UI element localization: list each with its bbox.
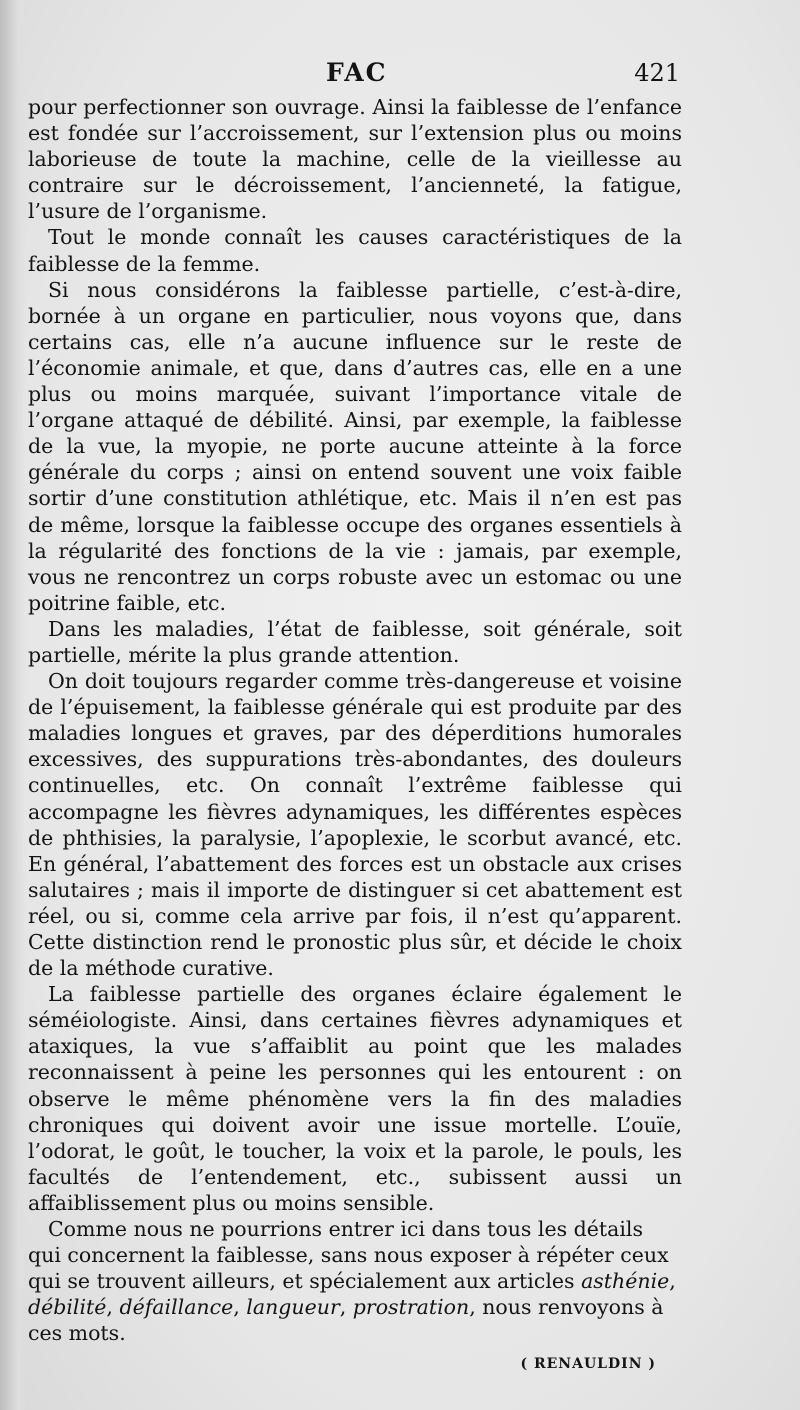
separator: , — [669, 1269, 676, 1294]
cross-reference: asthénie — [581, 1269, 670, 1294]
closing-tail: , nous renvoyons à ces mots. — [28, 1295, 664, 1346]
signature-line — [28, 1347, 682, 1377]
cross-reference: langueur — [246, 1295, 340, 1320]
binding-gutter — [0, 0, 26, 1410]
paragraph: On doit toujours regarder comme très-dangereuse et voisine de l’épuisement, la faiblesse générale qui est produite par des maladies longues et graves, par des déperditions humorales excessives, des suppurations très-abondantes, des douleurs continuelles, etc. On connaît l’extrême faiblesse qui accompagne les fièvres adynamiques, les différentes espèces de phthisies, la paralysie, l’apoplexie, le scorbut avancé, etc. En général, l’abattement des forces est un obstacle aux crises salutaires ; mais il importe de distinguer si cet abattement est réel, ou si, comme cela arrive par fois, il n’est qu’apparent. Cette distinction rend le pronostic plus sûr, et décide le choix de la méthode curative. — [28, 669, 682, 981]
paragraph: Dans les maladies, l’état de faiblesse, soit générale, soit partielle, mérite la plus grande attention. — [28, 616, 682, 667]
cross-reference: prostration — [352, 1295, 470, 1320]
paragraph: La faiblesse partielle des organes éclaire également le séméiologiste. Ainsi, dans certaines fièvres adynamiques et ataxiques, la vue s’affaiblit au point que les malades reconnaissent à peine les personnes qui les entourent : on observe le même phénomène vers la fin des maladies chroniques qui doivent avoir une issue mortelle. L’ouïe, l’odorat, le goût, le toucher, la voix et la parole, le pouls, les facultés de l’entendement, etc., subissent aussi un affaiblissement plus ou moins sensible. — [28, 982, 682, 1215]
paragraph: Tout le monde connaît les causes caractéristiques de la faiblesse de la femme. — [28, 225, 682, 276]
cross-reference: débilité — [28, 1295, 107, 1320]
separator: , — [233, 1295, 247, 1320]
cross-reference: défaillance — [119, 1295, 234, 1320]
separator: , — [106, 1295, 120, 1320]
separator: , — [339, 1295, 353, 1320]
closing-paragraph — [28, 1216, 682, 1346]
paragraph: pour perfectionner son ouvrage. Ainsi la faiblesse de l’enfance est fondée sur l’accroissement, sur l’extension plus ou moins laborieuse de toute la machine, celle de la vieillesse au contraire sur le décroissement, l’ancienneté, la fatigue, l’usure de l’organisme. — [28, 95, 682, 224]
closing-text: Comme nous ne pourrions entrer ici dans tous les détails qui concernent la faiblesse, sans nous exposer à répéter ceux qui se trouvent ailleurs, et spécialement aux articles — [28, 1217, 669, 1294]
page-header — [28, 58, 684, 92]
article-body — [28, 94, 682, 1377]
paragraph: Si nous considérons la faiblesse partielle, c’est-à-dire, bornée à un organe en particulier, nous voyons que, dans certains cas, elle n’a aucune influence sur le reste de l’économie animale, et que, dans d’autres cas, elle en a une plus ou moins marquée, suivant l’importance vitale de l’organe attaqué de débilité. Ainsi, par exemple, la faiblesse de la vue, la myopie, ne porte aucune atteinte à la force générale du corps ; ainsi on entend souvent une voix faible sortir d’une constitution athlétique, etc. Mais il n’en est pas de même, lorsque la faiblesse occupe des organes essentiels à la régularité des fonctions de la vie : jamais, par exemple, vous ne rencontrez un corps robuste avec un estomac ou une poitrine faible, etc. — [28, 277, 682, 615]
page-number: 421 — [634, 59, 680, 87]
author-signature: ( RENAULDIN ) — [520, 1355, 656, 1372]
running-title: FAC — [326, 58, 388, 87]
